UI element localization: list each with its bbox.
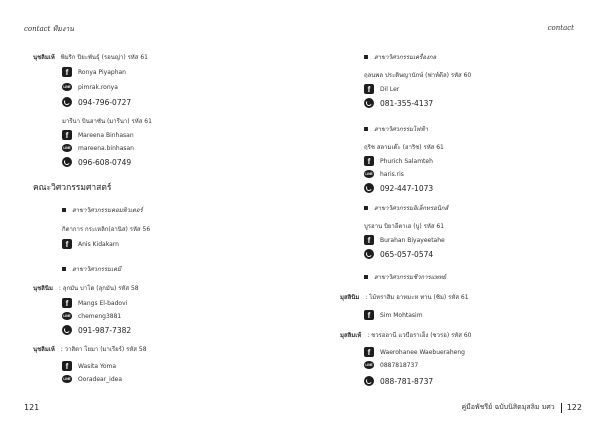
- line-icon: LINE: [63, 85, 71, 89]
- facebook-handle: Wasita Yoma: [78, 362, 117, 370]
- person-detail: : ชวรอฮานี แวบือราเฮ็ง (ชวรอ) รหัส 60: [367, 332, 472, 339]
- faculty-title: คณะวิศวกรรมศาสตร์: [33, 183, 112, 193]
- branch-label: สาขาวิศวกรรมชีวการแพทย์: [374, 274, 447, 281]
- branch-label: สาขาวิศวกรรมเครื่องกล: [374, 54, 437, 61]
- phone-number: 091-987-7382: [78, 325, 132, 335]
- branch-label: สาขาวิศวกรรมเคมี: [72, 266, 122, 273]
- person-role: นุชลินิม: [33, 285, 53, 292]
- branch-heading: [364, 272, 446, 282]
- person-name: [33, 52, 148, 62]
- person-role: มุสลินิม: [340, 294, 360, 301]
- person-detail: พิมริก ปิยะพันธุ์ (รอนญ่า) รหัส 61: [60, 54, 148, 61]
- line-id: 0887818737: [380, 361, 419, 369]
- line-id: chemeng3881: [78, 312, 122, 320]
- line-row: [62, 312, 121, 320]
- bullet-icon: [62, 208, 66, 212]
- bullet-icon: [364, 55, 368, 59]
- branch-heading: [364, 52, 436, 62]
- line-row: [62, 375, 122, 383]
- phone-icon: [62, 325, 72, 335]
- person-name: [340, 330, 471, 340]
- phone-number: 081-355-4137: [380, 98, 434, 108]
- facebook-row: [62, 67, 126, 77]
- facebook-icon: f: [364, 235, 374, 245]
- phone-icon: [364, 183, 374, 193]
- page-header-left: contact ทีมงาน: [24, 25, 74, 33]
- facebook-row: [62, 130, 134, 140]
- facebook-icon: f: [62, 361, 72, 371]
- branch-heading: [364, 124, 428, 134]
- facebook-row: [364, 156, 433, 166]
- facebook-handle: Burahan Biyayeetahe: [380, 236, 445, 244]
- phone-number: 096-608-0749: [78, 157, 132, 167]
- person-name: [33, 283, 139, 293]
- person-role: นุชลิมเห้: [33, 346, 55, 353]
- person-name: มารีนา บินฮาซัน (มารีนา) รหัส 61: [62, 118, 152, 125]
- bullet-icon: [364, 275, 368, 279]
- book-title: คู่มือพัชรีย์ ฉบับนิสิตมุสลิม มศว: [461, 403, 555, 411]
- phone-row: [364, 249, 433, 259]
- phone-icon: [62, 97, 72, 107]
- facebook-row: [364, 235, 445, 245]
- bullet-icon: [364, 206, 368, 210]
- line-row: [62, 144, 134, 152]
- line-id: Ooradear_idea: [78, 375, 123, 383]
- person-name: กิตาการ กระเหลิก(อานิส) รหัส 56: [62, 226, 151, 233]
- branch-heading: [62, 205, 143, 215]
- person-detail: : ลุกมัน บาโด (ลุกมัน) รหัส 58: [58, 285, 139, 292]
- line-icon: LINE: [365, 363, 373, 367]
- phone-row: [62, 325, 131, 335]
- facebook-row: [62, 298, 127, 308]
- person-detail: : ไม้หราสิม อาหมะห ทาน (ซิม) รหัส 61: [365, 294, 469, 301]
- phone-number: 094-796-0727: [78, 97, 132, 107]
- facebook-icon: f: [364, 310, 374, 320]
- line-row: [364, 170, 404, 178]
- facebook-icon: f: [62, 67, 72, 77]
- person-detail: : วาสิตา โยมา (มาเรียร์) รหัส 58: [60, 346, 147, 353]
- phone-row: [364, 183, 433, 193]
- phone-icon: [364, 98, 374, 108]
- facebook-row: [364, 310, 423, 320]
- branch-label: สาขาวิศวกรรมอิเล็กทรอนิกส์: [374, 205, 449, 212]
- branch-label: สาขาวิศวกรรมไฟฟ้า: [374, 126, 428, 133]
- bullet-icon: [364, 127, 368, 131]
- person-name: ฤลนพล ประดิษญานักษ์ (ฟาห์ดีล) รหัส 60: [364, 72, 472, 79]
- person-name: บูรฮาน บิยาอีตาเฮ (บู) รหัส 61: [364, 223, 445, 230]
- facebook-row: [62, 361, 116, 371]
- bullet-icon: [62, 267, 66, 271]
- phone-number: 092-447-1073: [380, 183, 434, 193]
- line-row: [62, 83, 118, 91]
- facebook-handle: Waerohanee Waebueraheng: [380, 348, 465, 356]
- person-name: [33, 344, 147, 354]
- phone-icon: [364, 249, 374, 259]
- page-number-right: 122: [566, 403, 582, 412]
- right-page: [300, 0, 600, 425]
- facebook-icon: f: [364, 84, 374, 94]
- facebook-icon: f: [62, 239, 72, 249]
- phone-icon: [364, 376, 374, 386]
- line-icon: LINE: [63, 377, 71, 381]
- facebook-handle: Mangs El-badovi: [78, 299, 128, 307]
- phone-number: 065-057-0574: [380, 249, 434, 259]
- page-header-right: contact: [547, 24, 574, 32]
- page-number-left: 121: [24, 403, 40, 412]
- line-id: mareena.binhasan: [78, 144, 134, 152]
- phone-row: [364, 98, 433, 108]
- facebook-handle: Dil Ler: [380, 85, 400, 93]
- person-role: มุสลิมเห้: [340, 332, 362, 339]
- page-footer-right: [462, 402, 583, 413]
- line-row: [364, 361, 418, 369]
- facebook-handle: Ronya Piyaphan: [78, 68, 126, 76]
- line-id: haris.ris: [380, 170, 404, 178]
- branch-heading: [62, 264, 121, 274]
- line-icon: LINE: [63, 146, 71, 150]
- facebook-row: [364, 347, 465, 357]
- person-role: นุชลิมเห้: [33, 54, 55, 61]
- phone-row: [364, 376, 433, 386]
- branch-heading: [364, 203, 448, 213]
- facebook-handle: Sim Mohtasim: [380, 311, 423, 319]
- branch-label: สาขาวิศวกรรมคอมพิวเตอร์: [72, 207, 143, 214]
- person-name: [340, 292, 469, 302]
- facebook-handle: Phurich Salamteh: [380, 157, 433, 165]
- divider: [561, 403, 562, 413]
- facebook-row: [62, 239, 119, 249]
- facebook-icon: f: [62, 130, 72, 140]
- phone-row: [62, 157, 131, 167]
- line-icon: LINE: [63, 314, 71, 318]
- line-icon: LINE: [365, 172, 373, 176]
- facebook-icon: f: [62, 298, 72, 308]
- phone-number: 088-781-8737: [380, 376, 434, 386]
- facebook-icon: f: [364, 347, 374, 357]
- phone-icon: [62, 157, 72, 167]
- facebook-handle: Anis Kidakarn: [78, 240, 119, 248]
- person-name: ฤริช สลามเต๊ะ (ฮาริช) รหัส 61: [364, 144, 444, 151]
- facebook-handle: Mareena Binhasan: [78, 131, 134, 139]
- facebook-row: [364, 84, 399, 94]
- line-id: pimrak.ronya: [78, 83, 118, 91]
- phone-row: [62, 97, 131, 107]
- facebook-icon: f: [364, 156, 374, 166]
